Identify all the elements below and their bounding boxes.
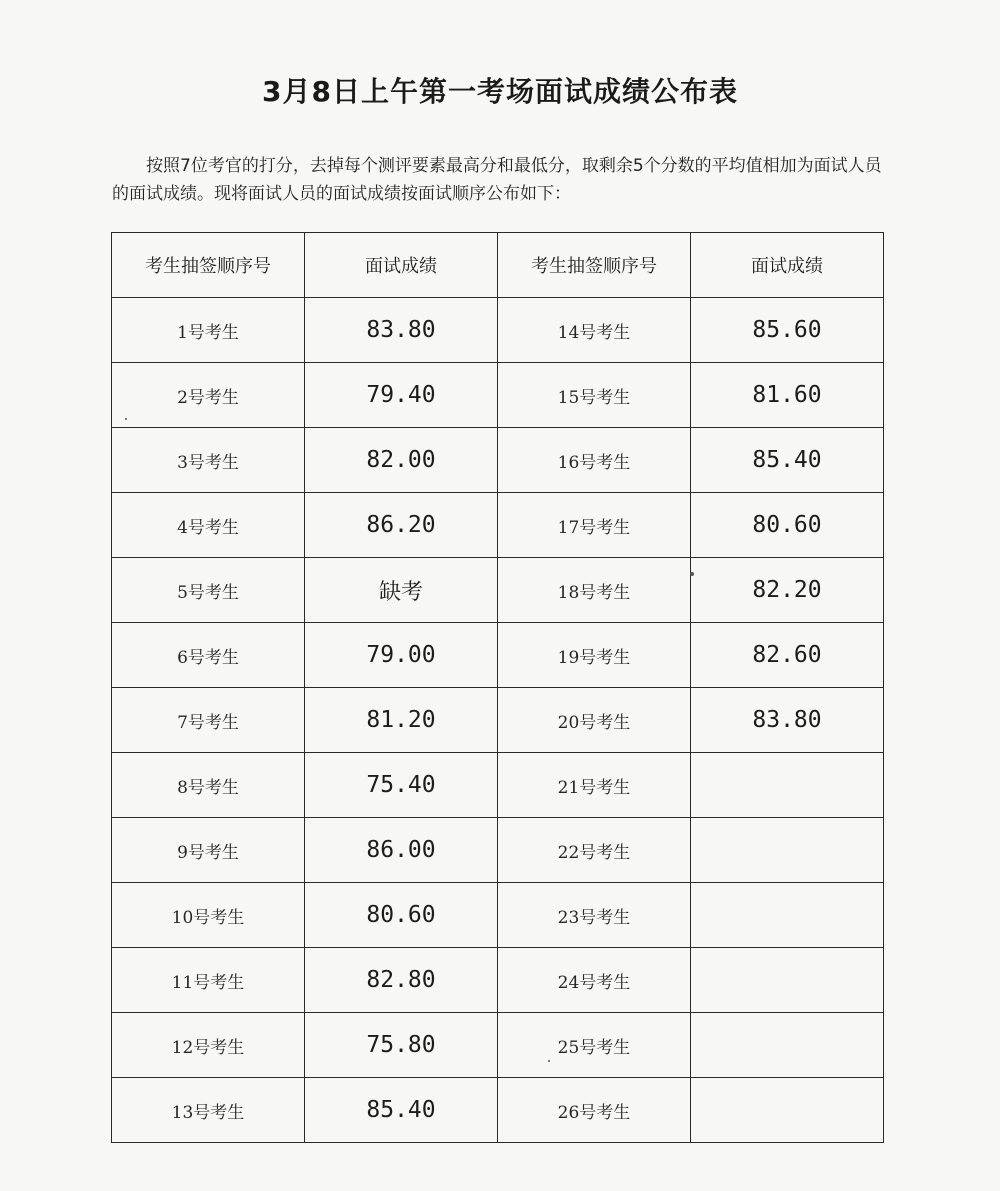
interview-score: 85.40 [691, 428, 884, 493]
intro-paragraph: 按照7位考官的打分，去掉每个测评要素最高分和最低分，取剩余5个分数的平均值相加为面试人员的面试成绩。现将面试人员的面试成绩按面试顺序公布如下： [112, 156, 882, 204]
table-row [112, 298, 884, 363]
table-row [112, 493, 884, 558]
header-left-score: 面试成绩 [305, 233, 498, 298]
table-row [112, 688, 884, 753]
table-row [112, 623, 884, 688]
scan-speck [125, 418, 127, 420]
interview-score: 79.00 [305, 623, 498, 688]
table-row [112, 753, 884, 818]
examinee-number: 4号考生 [112, 493, 305, 558]
interview-score: 75.40 [305, 753, 498, 818]
interview-score [691, 883, 884, 948]
table-row [112, 428, 884, 493]
examinee-number: 8号考生 [112, 753, 305, 818]
examinee-number: 25号考生 [498, 1013, 691, 1078]
interview-score: 79.40 [305, 363, 498, 428]
examinee-number: 5号考生 [112, 558, 305, 623]
examinee-number: 12号考生 [112, 1013, 305, 1078]
interview-score: 82.00 [305, 428, 498, 493]
examinee-number: 15号考生 [498, 363, 691, 428]
examinee-number: 14号考生 [498, 298, 691, 363]
examinee-number: 10号考生 [112, 883, 305, 948]
interview-score: 81.60 [691, 363, 884, 428]
table-row [112, 558, 884, 623]
table-body [112, 298, 884, 1143]
interview-score: 81.20 [305, 688, 498, 753]
examinee-number: 17号考生 [498, 493, 691, 558]
examinee-number: 22号考生 [498, 818, 691, 883]
interview-score: 80.60 [691, 493, 884, 558]
interview-score: 86.00 [305, 818, 498, 883]
interview-score [691, 1013, 884, 1078]
table-row [112, 818, 884, 883]
interview-score: 82.80 [305, 948, 498, 1013]
examinee-number: 16号考生 [498, 428, 691, 493]
header-left-examinee: 考生抽签顺序号 [112, 233, 305, 298]
examinee-number: 20号考生 [498, 688, 691, 753]
examinee-number: 1号考生 [112, 298, 305, 363]
table-header-row [112, 233, 884, 298]
interview-score: 82.20 [691, 558, 884, 623]
examinee-number: 7号考生 [112, 688, 305, 753]
examinee-number: 24号考生 [498, 948, 691, 1013]
header-right-examinee: 考生抽签顺序号 [498, 233, 691, 298]
interview-score: 80.60 [305, 883, 498, 948]
table-row [112, 1013, 884, 1078]
absent-status: 缺考 [305, 558, 498, 623]
examinee-number: 18号考生 [498, 558, 691, 623]
examinee-number: 23号考生 [498, 883, 691, 948]
examinee-number: 2号考生 [112, 363, 305, 428]
interview-score: 85.60 [691, 298, 884, 363]
table-row [112, 883, 884, 948]
examinee-number: 11号考生 [112, 948, 305, 1013]
scan-speck [690, 572, 694, 576]
score-table [111, 232, 884, 1143]
interview-score: 86.20 [305, 493, 498, 558]
examinee-number: 26号考生 [498, 1078, 691, 1143]
interview-score [691, 948, 884, 1013]
examinee-number: 13号考生 [112, 1078, 305, 1143]
interview-score [691, 1078, 884, 1143]
scan-speck [548, 1060, 550, 1062]
table-row [112, 363, 884, 428]
table-row [112, 1078, 884, 1143]
table-row [112, 948, 884, 1013]
examinee-number: 21号考生 [498, 753, 691, 818]
interview-score [691, 818, 884, 883]
page-title: 3月8日上午第一考场面试成绩公布表 [262, 75, 738, 108]
interview-score: 85.40 [305, 1078, 498, 1143]
examinee-number: 6号考生 [112, 623, 305, 688]
examinee-number: 19号考生 [498, 623, 691, 688]
header-right-score: 面试成绩 [691, 233, 884, 298]
interview-score [691, 753, 884, 818]
interview-score: 82.60 [691, 623, 884, 688]
interview-score: 75.80 [305, 1013, 498, 1078]
examinee-number: 3号考生 [112, 428, 305, 493]
examinee-number: 9号考生 [112, 818, 305, 883]
interview-score: 83.80 [305, 298, 498, 363]
interview-score: 83.80 [691, 688, 884, 753]
